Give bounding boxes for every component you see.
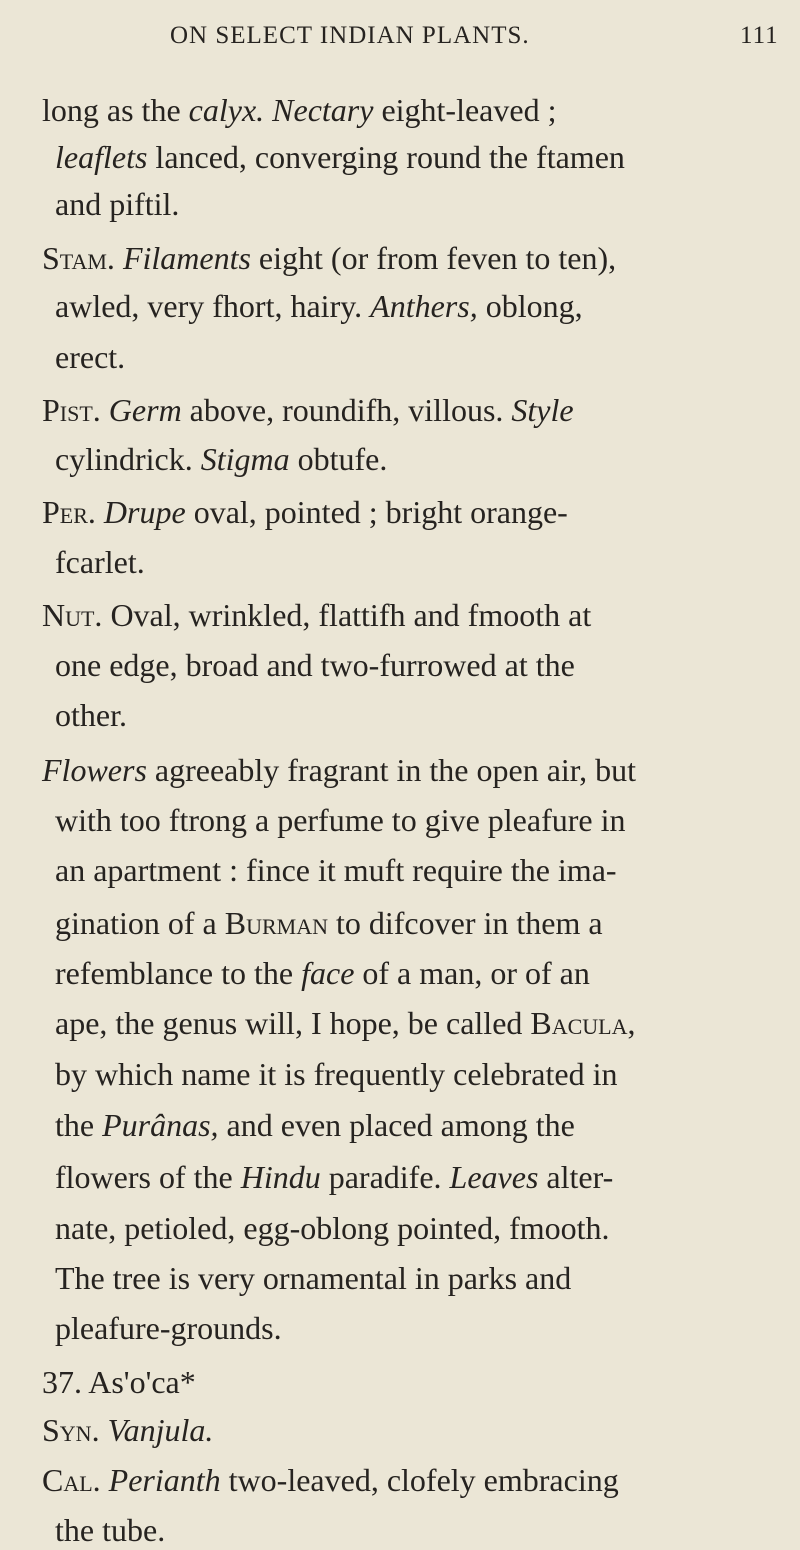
italic-term: Stigma (200, 441, 290, 477)
text-line (42, 1410, 213, 1450)
text-span: flowers of the (55, 1159, 241, 1195)
text-span (101, 1462, 109, 1498)
italic-term: Nectary (272, 92, 374, 128)
text-line (55, 1258, 571, 1298)
small-caps-term: Pist. (42, 392, 101, 428)
text-span: alter- (538, 1159, 614, 1195)
text-line (55, 695, 127, 735)
italic-term: Filaments (122, 240, 251, 276)
small-caps-term: Nut. (42, 597, 103, 633)
text-line (42, 1460, 619, 1500)
text-line (42, 1362, 196, 1402)
text-span (264, 92, 272, 128)
text-span: 37. As'o'ca* (42, 1364, 196, 1400)
text-span: , (627, 1005, 636, 1041)
text-line (55, 953, 590, 993)
text-span: oval, pointed ; bright orange- (185, 494, 568, 530)
text-span: and even placed among the (218, 1107, 575, 1143)
text-line (42, 492, 568, 532)
text-span: above, roundifh, villous. (181, 392, 512, 428)
text-span (100, 1412, 108, 1448)
text-span: paradife. (320, 1159, 450, 1195)
italic-term: Style (511, 392, 574, 428)
text-span (96, 494, 104, 530)
text-span: an apartment : fince it muft require the ima- (55, 852, 617, 888)
text-span: of a man, or of an (354, 955, 590, 991)
small-caps-term: Bacula (530, 1005, 628, 1041)
italic-term: leaflets (55, 139, 148, 175)
text-span (101, 392, 109, 428)
text-span: agreeably fragrant in the open air, but (146, 752, 637, 788)
small-caps-term: Per. (42, 494, 96, 530)
text-span: lanced, converging round the ftamen (147, 139, 625, 175)
text-line (42, 90, 556, 130)
text-span: The tree is very ornamental in parks and (55, 1260, 572, 1296)
text-line (55, 337, 125, 377)
text-line (55, 1003, 636, 1043)
small-caps-term: Syn. (42, 1412, 100, 1448)
running-title: ON SELECT INDIAN PLANTS. (170, 22, 530, 49)
text-line (55, 439, 387, 479)
text-span: Oval, wrinkled, flattifh and fmooth at (102, 597, 592, 633)
text-span: one edge, broad and two-furrowed at the (55, 647, 575, 683)
italic-term: Germ (108, 392, 182, 428)
text-line (55, 800, 625, 840)
text-line (42, 595, 591, 635)
text-line (55, 645, 575, 685)
italic-term: Vanjula. (107, 1412, 214, 1448)
italic-term: Drupe (103, 494, 186, 530)
text-line (55, 137, 625, 177)
page-number: 111 (740, 22, 779, 49)
text-span: ape, the genus will, I hope, be called (55, 1005, 531, 1041)
text-span: fcarlet. (55, 544, 145, 580)
text-line (55, 1054, 617, 1094)
text-span: refemblance to the (55, 955, 302, 991)
text-span: the (55, 1107, 103, 1143)
text-span: awled, very fhort, hairy. (55, 288, 371, 324)
text-span: nate, petioled, egg-oblong pointed, fmooth. (55, 1210, 610, 1246)
text-span: two-leaved, clofely embracing (220, 1462, 619, 1498)
running-header (0, 12, 800, 62)
text-line (55, 542, 145, 582)
text-span: obtufe. (289, 441, 388, 477)
text-span: and piftil. (55, 186, 180, 222)
text-span: the tube. (55, 1512, 166, 1548)
text-span (115, 240, 123, 276)
text-span: other. (55, 697, 127, 733)
text-line (55, 286, 583, 326)
italic-term: Perianth (108, 1462, 221, 1498)
text-line (55, 850, 617, 890)
italic-term: Leaves (449, 1159, 539, 1195)
text-span: eight-leaved ; (373, 92, 557, 128)
italic-term: face (301, 955, 355, 991)
text-line (55, 1308, 282, 1348)
italic-term: calyx. (188, 92, 265, 128)
text-line (55, 1208, 610, 1248)
text-span: by which name it is frequently celebrated in (55, 1056, 618, 1092)
text-line (42, 238, 616, 278)
small-caps-term: Stam. (42, 240, 115, 276)
italic-term: Hindu (240, 1159, 321, 1195)
text-span: cylindrick. (55, 441, 201, 477)
italic-term: Anthers, (370, 288, 478, 324)
text-line (55, 184, 179, 224)
text-span: to difcover in them a (327, 905, 603, 941)
text-span: oblong, (477, 288, 583, 324)
text-span: with too ftrong a perfume to give pleafure in (55, 802, 626, 838)
text-span: gination of a (55, 905, 225, 941)
text-line (55, 1510, 165, 1550)
small-caps-term: Burman (224, 905, 328, 941)
text-line (55, 1105, 575, 1145)
text-span: eight (or from feven to ten), (250, 240, 617, 276)
text-line (42, 750, 636, 790)
text-line (55, 903, 603, 943)
text-span: long as the (42, 92, 189, 128)
small-caps-term: Cal. (42, 1462, 101, 1498)
text-span: erect. (55, 339, 126, 375)
text-line (55, 1157, 613, 1197)
italic-term: Purânas, (102, 1107, 219, 1143)
italic-term: Flowers (42, 752, 147, 788)
text-line (42, 390, 574, 430)
text-span: pleafure-grounds. (55, 1310, 282, 1346)
